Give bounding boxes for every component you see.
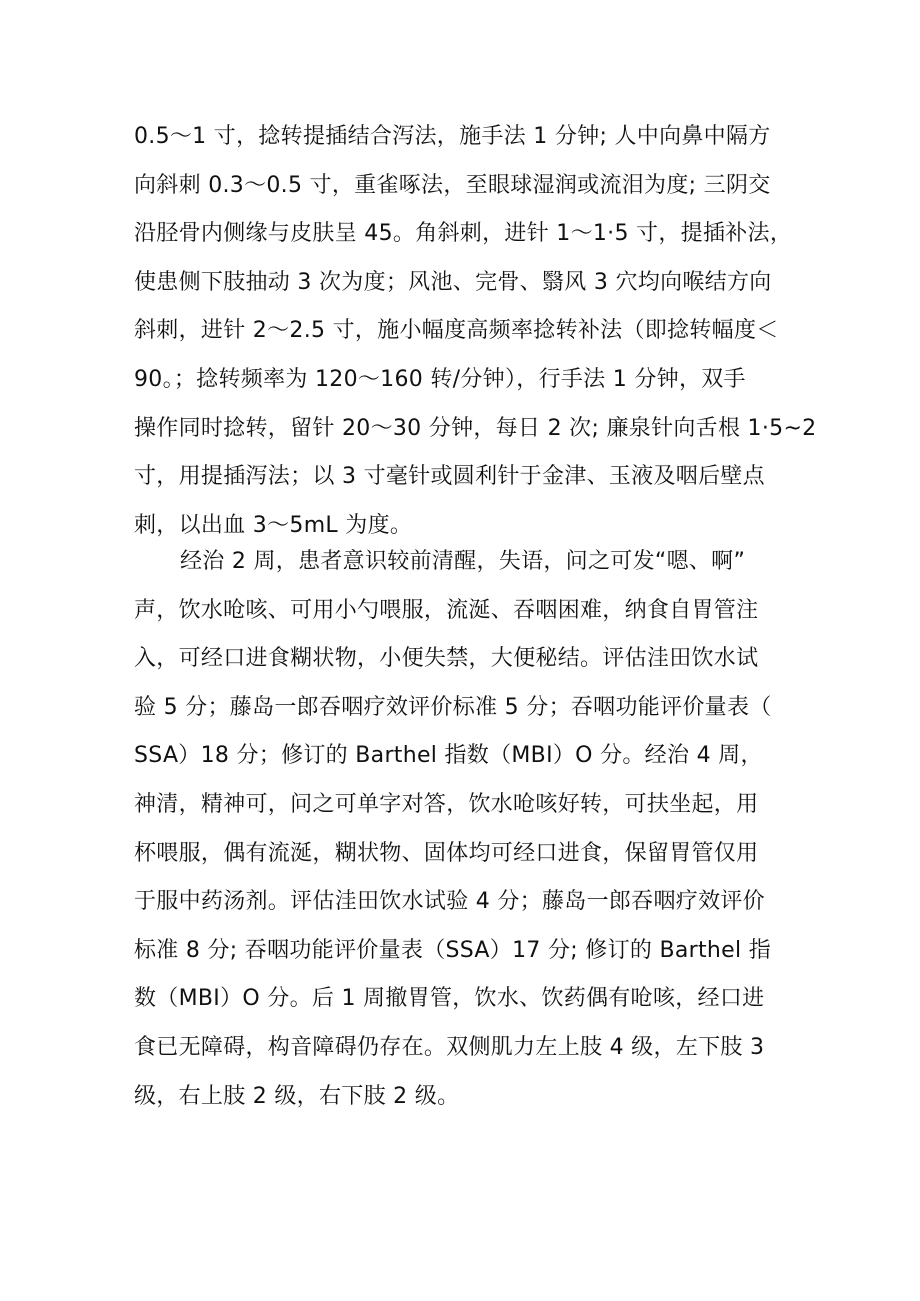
text-line: 于服中药汤剂。评估洼田饮水试验 4 分；藤岛一郎吞咽疗效评价 xyxy=(134,889,765,915)
text-line: SSA）18 分；修订的 Barthel 指数（MBI）O 分。经治 4 周， xyxy=(134,743,763,769)
text-line: 杯喂服，偶有流涎，糊状物、固体均可经口进食，保留胃管仅用 xyxy=(134,840,759,866)
paragraph-treatment-outcome xyxy=(134,538,834,1121)
text-line: 级，右上肢 2 级，右下肢 2 级。 xyxy=(134,1083,460,1109)
text-line: 斜刺，进针 2～2.5 寸，施小幅度高频率捻转补法（即捻转幅度＜ xyxy=(134,318,779,344)
text-line: 90。；捻转频率为 120～160 转/分钟），行手法 1 分钟，双手 xyxy=(134,366,746,392)
text-line-indented: 经治 2 周，患者意识较前清醒，失语，问之可发“嗯、啊” xyxy=(180,549,746,574)
paragraph-acupuncture-method xyxy=(134,113,834,550)
text-line: 刺，以出血 3～5mL 为度。 xyxy=(134,512,413,538)
text-line: 神清，精神可，问之可单字对答，饮水呛咳好转，可扶坐起，用 xyxy=(134,791,759,817)
text-line: 标准 8 分; 吞咽功能评价量表（SSA）17 分; 修订的 Barthel 指 xyxy=(134,937,771,963)
text-line: 数（MBI）O 分。后 1 周撤胃管，饮水、饮药偶有呛咳，经口进 xyxy=(134,986,765,1012)
text-line: 入，可经口进食糊状物，小便失禁，大便秘结。评估洼田饮水试 xyxy=(134,646,759,672)
text-line: 声，饮水呛咳、可用小勺喂服，流涎、吞咽困难，纳食自胃管注 xyxy=(134,597,759,623)
text-line: 0.5～1 寸，捻转提插结合泻法，施手法 1 分钟; 人中向鼻中隔方 xyxy=(134,124,771,149)
text-line: 食已无障碍，构音障碍仍存在。双侧肌力左上肢 4 级，左下肢 3 xyxy=(134,1034,765,1060)
text-line: 寸，用提插泻法；以 3 寸毫针或圆利针于金津、玉液及咽后壁点 xyxy=(134,464,765,490)
text-line: 验 5 分；藤岛一郎吞咽疗效评价标准 5 分；吞咽功能评价量表（ xyxy=(134,694,772,720)
text-line: 向斜刺 0.3～0.5 寸，重雀啄法，至眼球湿润或流泪为度; 三阴交 xyxy=(134,172,771,198)
text-line: 操作同时捻转，留针 20～30 分钟，每日 2 次; 廉泉针向舌根 1·5~2 xyxy=(134,415,817,441)
text-line: 沿胫骨内侧缘与皮肤呈 45。角斜刺，进针 1～1·5 寸，提插补法， xyxy=(134,221,793,247)
text-line: 使患侧下肢抽动 3 次为度；风池、完骨、翳风 3 穴均向喉结方向 xyxy=(134,269,772,295)
